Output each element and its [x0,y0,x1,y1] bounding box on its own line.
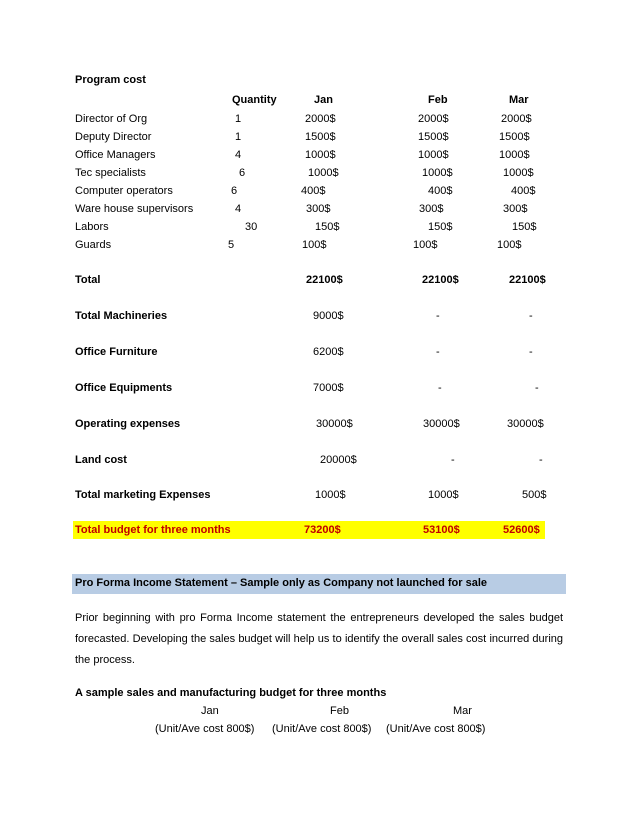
row-qty: 5 [228,239,235,251]
summary-feb: - [438,382,442,394]
summary-feb: 30000$ [423,418,460,430]
summary-jan: 30000$ [316,418,353,430]
summary-jan: 1000$ [315,489,346,501]
summary-jan: 6200$ [313,346,344,358]
sales-month-mar: Mar [453,705,472,717]
sales-unit-jan: (Unit/Ave cost 800$) [155,723,255,735]
row-feb: 1500$ [418,131,449,143]
summary-feb: - [436,346,440,358]
summary-label: Office Furniture [75,346,158,358]
row-feb: 2000$ [418,113,449,125]
row-jan: 1500$ [305,131,336,143]
summary-feb: - [451,454,455,466]
header-mar: Mar [509,94,529,106]
grand-total-feb: 53100$ [423,524,460,536]
row-jan: 2000$ [305,113,336,125]
row-qty: 6 [239,167,246,179]
summary-feb: 1000$ [428,489,459,501]
row-mar: 400$ [511,185,536,197]
income-statement-paragraph: Prior beginning with pro Forma Income statement the entrepreneurs developed the sales budget forecasted. Developing the sales budget will help us to identify the overall sales cost incurred during the process. [75,612,563,666]
row-feb: 1000$ [422,167,453,179]
summary-mar: 22100$ [509,274,546,286]
row-feb: 150$ [428,221,453,233]
summary-feb: - [436,310,440,322]
sales-unit-feb: (Unit/Ave cost 800$) [272,723,372,735]
row-label: Tec specialists [75,167,146,179]
row-label: Ware house supervisors [75,203,194,215]
row-label: Office Managers [75,149,156,161]
summary-jan: 7000$ [313,382,344,394]
header-quantity: Quantity [232,94,277,106]
row-label: Guards [75,239,112,251]
summary-label: Land cost [75,454,127,466]
summary-label: Total marketing Expenses [75,489,211,501]
row-jan: 1000$ [305,149,336,161]
row-qty: 4 [235,149,242,161]
row-jan: 300$ [306,203,331,215]
sales-month-feb: Feb [330,705,349,717]
summary-mar: - [529,310,533,322]
row-label: Deputy Director [75,131,152,143]
grand-total-jan: 73200$ [304,524,341,536]
grand-total-mar: 52600$ [503,524,540,536]
income-statement-heading: Pro Forma Income Statement – Sample only as Company not launched for sale [75,577,487,589]
sales-unit-mar: (Unit/Ave cost 800$) [386,723,486,735]
row-qty: 30 [245,221,258,233]
summary-mar: - [535,382,539,394]
header-feb: Feb [428,94,448,106]
summary-mar: 500$ [522,489,547,501]
row-mar: 1500$ [499,131,530,143]
row-qty: 1 [235,131,242,143]
grand-total-label: Total budget for three months [75,524,231,536]
row-qty: 1 [235,113,242,125]
row-label: Computer operators [75,185,173,197]
row-qty: 6 [231,185,238,197]
row-jan: 1000$ [308,167,339,179]
row-label: Director of Org [75,113,148,125]
summary-jan: 9000$ [313,310,344,322]
summary-mar: - [539,454,543,466]
row-jan: 150$ [315,221,340,233]
row-label: Labors [75,221,109,233]
row-feb: 400$ [428,185,453,197]
summary-label: Office Equipments [75,382,173,394]
row-feb: 1000$ [418,149,449,161]
row-jan: 400$ [301,185,326,197]
summary-jan: 22100$ [306,274,343,286]
summary-label: Total Machineries [75,310,168,322]
row-jan: 100$ [302,239,327,251]
sales-budget-heading: A sample sales and manufacturing budget for three months [75,687,387,699]
summary-mar: 30000$ [507,418,544,430]
summary-mar: - [529,346,533,358]
row-mar: 100$ [497,239,522,251]
row-mar: 1000$ [499,149,530,161]
row-mar: 2000$ [501,113,532,125]
sales-month-jan: Jan [201,705,219,717]
summary-label: Total [75,274,101,286]
summary-jan: 20000$ [320,454,357,466]
program-cost-title: Program cost [75,74,146,86]
summary-label: Operating expenses [75,418,181,430]
row-mar: 1000$ [503,167,534,179]
row-mar: 150$ [512,221,537,233]
row-qty: 4 [235,203,242,215]
summary-feb: 22100$ [422,274,459,286]
row-feb: 300$ [419,203,444,215]
row-mar: 300$ [503,203,528,215]
row-feb: 100$ [413,239,438,251]
header-jan: Jan [314,94,333,106]
